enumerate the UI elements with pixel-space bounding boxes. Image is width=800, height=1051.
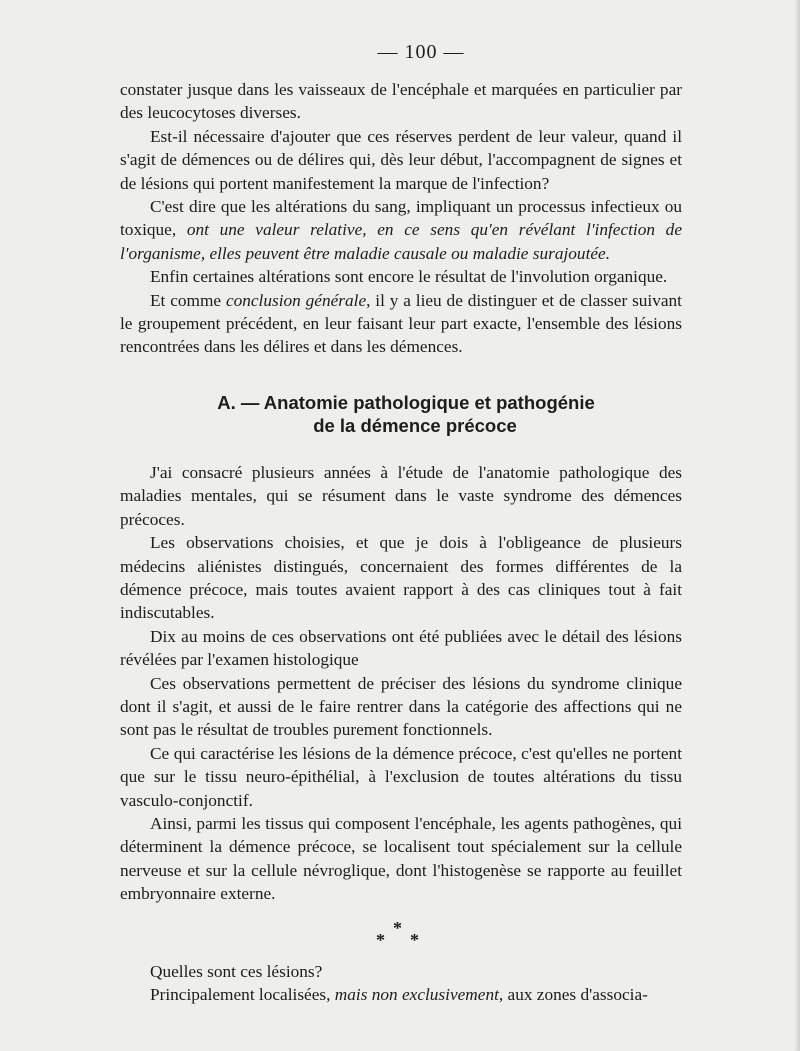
- italic-phrase: mais non exclusivement: [334, 985, 499, 1004]
- paragraph-etude: J'ai consacré plusieurs années à l'étude de l'anatomie pathologique des maladies mentales, qui se résument dans le vaste syndrome des démences précoces.: [120, 462, 682, 529]
- paragraph-caracterise: Ce qui caractérise les lésions de la démence précoce, c'est qu'elles ne portent que sur le tissu neuro-épithélial, à l'exclusion de toutes altérations du tissu vasculo-conjonctif.: [120, 743, 682, 810]
- paragraph-text: , aux zones d'associa-: [498, 985, 648, 1004]
- paragraph-tissus: Ainsi, parmi les tissus qui composent l'encéphale, les agents pathogènes, qui déterminent la démence précoce, se localisent tout spécialement sur la cellule nerveuse et sur la cellule névroglique, dont l'histogenèse se rapporte au feuillet embryonnaire externe.: [120, 813, 682, 904]
- paragraph-continued: constater jusque dans les vaisseaux de l'encéphale et marquées en particulier par des leucocytoses diverses.: [120, 80, 682, 123]
- asterisk: *: [410, 929, 419, 950]
- paragraph-localisees: [120, 983, 682, 1006]
- paragraph-preciser: Ces observations permettent de préciser des lésions du syndrome clinique dont il s'agit, et aussi de le faire rentrer dans la catégorie des affections qui ne sont pas le résultat de troubles purement fonctionnels.: [120, 673, 682, 740]
- page-content: [120, 38, 682, 1006]
- asterisk: *: [393, 917, 402, 938]
- section-break-asterism: [120, 918, 682, 954]
- section-heading-line-1: A. — Anatomie pathologique et pathogénie: [217, 391, 595, 413]
- asterisk: *: [376, 929, 385, 950]
- paragraph-question: Quelles sont ces lésions?: [150, 961, 323, 981]
- paragraph-observations: Les observations choisies, et que je dois à l'obligeance de plusieurs médecins aliénistes distingués, concernaient des formes différentes de la démence précoce, mais toutes avaient rapport à des cas cliniques tout à fait indiscutables.: [120, 533, 682, 623]
- paragraph-conclusion: [120, 289, 682, 359]
- paragraph-text: , il y a lieu de distinguer et de classer suivant le groupement précédent, en leur faisant leur part exacte, l'ensemble des lésions rencontrées dans les délires et dans les démences.: [120, 290, 682, 357]
- page-number: — 100 —: [377, 41, 465, 63]
- paragraph-alterations-sang: [120, 195, 682, 265]
- paragraph-text: C'est dire que les altérations du sang, impliquant un processus infectieux ou toxique,: [120, 197, 682, 240]
- paragraph-text: Principalement localisées,: [150, 985, 335, 1004]
- italic-phrase: conclusion générale: [225, 290, 367, 310]
- section-heading: [120, 391, 682, 437]
- italic-phrase: ont une valeur relative, en ce sens qu'en révélant l'infection de l'organisme, elles peuvent être maladie causale ou maladie surajoutée.: [120, 220, 682, 263]
- paragraph-publiees: Dix au moins de ces observations ont été publiées avec le détail des lésions révélées par l'examen histologique: [120, 626, 682, 670]
- page-edge-shadow: [794, 0, 800, 1051]
- section-heading-line-2: de la démence précoce: [313, 414, 517, 436]
- paragraph-involution: Enfin certaines altérations sont encore le résultat de l'involution organique.: [150, 267, 668, 287]
- paragraph-reserves: Est-il nécessaire d'ajouter que ces réserves perdent de leur valeur, quand il s'agit de démences ou de délires qui, dès leur début, l'accompagnent de signes et de lésions qui portent manifestement la marque de l'infection?: [120, 126, 682, 193]
- paragraph-text: Et comme: [150, 290, 226, 310]
